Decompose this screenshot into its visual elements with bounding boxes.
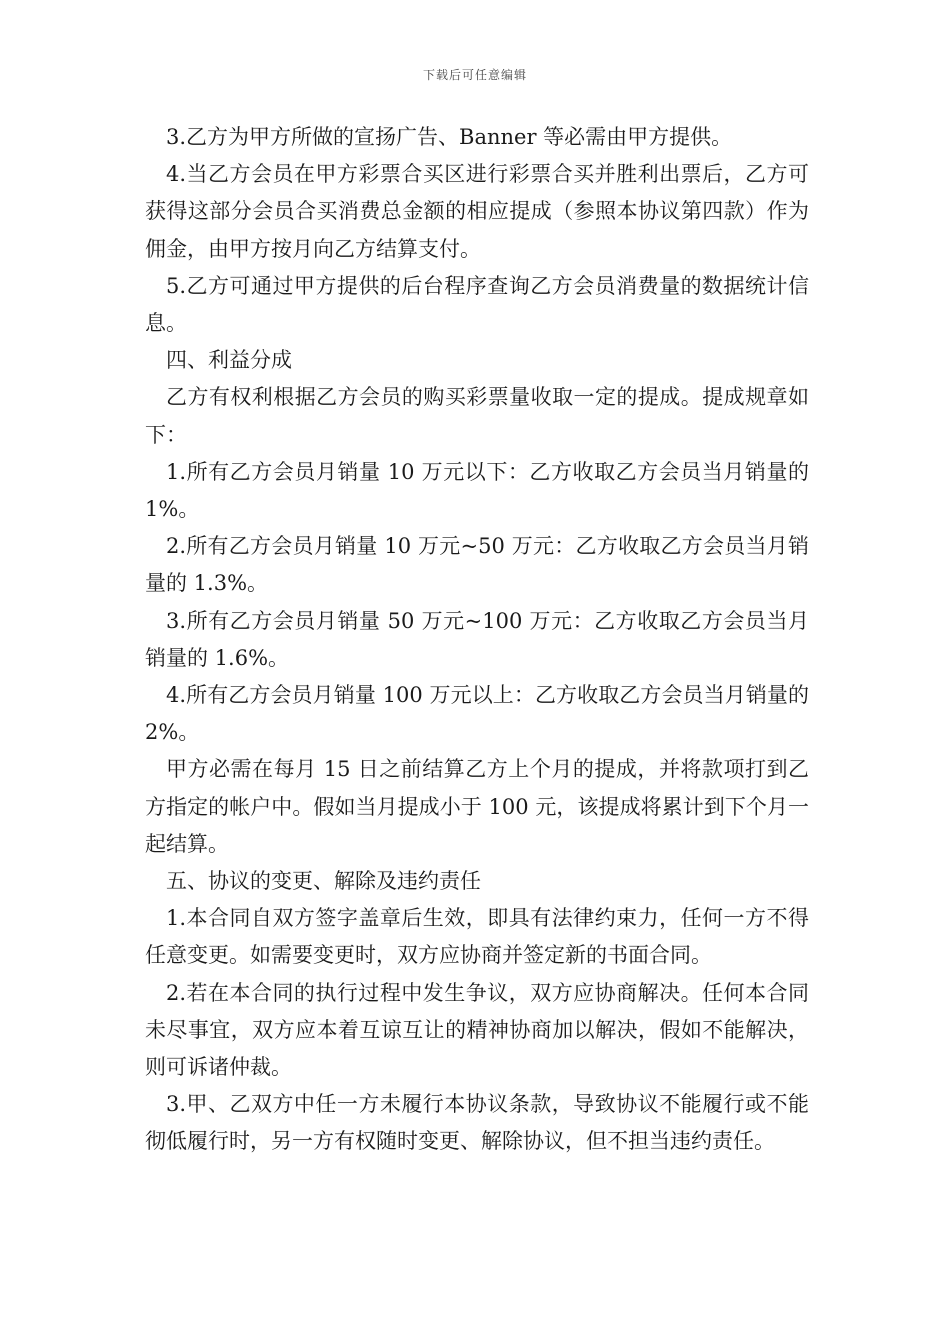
- paragraph-dispute-resolution: 2.若在本合同的执行过程中发生争议，双方应协商解决。任何本合同未尽事宜，双方应本着互谅互让的精神协商加以解决，假如不能解决，则可诉诸仲裁。: [145, 980, 809, 1080]
- paragraph-commission-settlement: 4.当乙方会员在甲方彩票合买区进行彩票合买并胜利出票后，乙方可获得这部分会员合买消费总金额的相应提成（参照本协议第四款）作为佣金，由甲方按月向乙方结算支付。: [145, 162, 809, 261]
- paragraph-contract-effective: 1.本合同自双方签字盖章后生效，即具有法律约束力，任何一方不得任意变更。如需要变更时，双方应协商并签定新的书面合同。: [145, 906, 809, 968]
- paragraph-monthly-settlement: 甲方必需在每月 15 日之前结算乙方上个月的提成，并将款项打到乙方指定的帐户中。假如当月提成小于 100 元，该提成将累计到下个月一起结算。: [145, 757, 809, 856]
- paragraph-tier-3: 3.所有乙方会员月销量 50 万元~100 万元：乙方收取乙方会员当月销量的 1.6%。: [145, 608, 809, 670]
- section-heading-changes-liability: 五、协议的变更、解除及违约责任: [166, 869, 481, 894]
- paragraph-ad-supply: 3.乙方为甲方所做的宣扬广告、Banner 等必需由甲方提供。: [166, 125, 733, 149]
- paragraph-tier-1: 1.所有乙方会员月销量 10 万元以下：乙方收取乙方会员当月销量的 1%。: [145, 459, 809, 522]
- section-heading-profit-sharing: 四、利益分成: [166, 348, 292, 373]
- page-header-note: 下载后可任意编辑: [422, 68, 527, 82]
- paragraph-breach-termination: 3.甲、乙双方中任一方未履行本协议条款，导致协议不能履行或不能彻低履行时，另一方有权随时变更、解除协议，但不担当违约责任。: [145, 1092, 809, 1154]
- paragraph-statistics-query: 5.乙方可通过甲方提供的后台程序查询乙方会员消费量的数据统计信息。: [145, 273, 809, 336]
- paragraph-tier-4: 4.所有乙方会员月销量 100 万元以上：乙方收取乙方会员当月销量的 2%。: [145, 683, 809, 745]
- paragraph-tier-2: 2.所有乙方会员月销量 10 万元~50 万元：乙方收取乙方会员当月销量的 1.3%。: [145, 534, 809, 596]
- paragraph-commission-rules-intro: 乙方有权利根据乙方会员的购买彩票量收取一定的提成。提成规章如下：: [145, 385, 809, 447]
- document-body: [145, 119, 809, 1161]
